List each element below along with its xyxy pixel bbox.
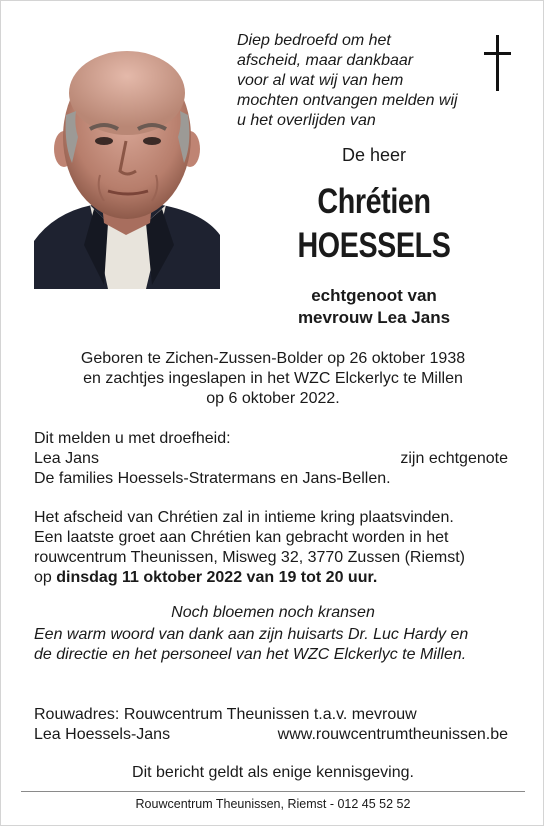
intro-text bbox=[237, 31, 489, 131]
mourner-relation: zijn echtgenote bbox=[400, 450, 508, 467]
mourner-families: De families Hoessels-Stratermans en Jans-Bellen. bbox=[34, 470, 391, 487]
address-line: Rouwadres: Rouwcentrum Theunissen t.a.v. mevrouw bbox=[34, 706, 417, 723]
cross-icon bbox=[480, 35, 516, 91]
spouse-line: mevrouw Lea Jans bbox=[297, 308, 451, 327]
no-flowers-text: Noch bloemen noch kransen bbox=[171, 604, 375, 621]
farewell-block bbox=[34, 508, 508, 588]
farewell-line bbox=[34, 568, 508, 588]
address-row bbox=[34, 725, 508, 745]
intro-line: mochten ontvangen melden wij bbox=[237, 92, 458, 109]
mourners-block bbox=[34, 429, 508, 489]
farewell-prefix: op bbox=[34, 569, 57, 586]
address-block bbox=[34, 705, 508, 745]
thanks-block bbox=[34, 625, 508, 665]
thanks-line: Een warm woord van dank aan zijn huisarts Dr. Luc Hardy en bbox=[34, 626, 469, 643]
portrait-photo bbox=[34, 45, 220, 289]
farewell-line: rouwcentrum Theunissen, Misweg 32, 3770 Zussen (Riemst) bbox=[34, 549, 465, 566]
thanks-line: de directie en het personeel van het WZC Elckerlyc te Millen. bbox=[34, 646, 467, 663]
farewell-date: dinsdag 11 oktober 2022 van 19 tot 20 uur. bbox=[56, 569, 378, 586]
birth-line: en zachtjes ingeslapen in het WZC Elckerlyc te Millen bbox=[83, 370, 463, 387]
footer-text: Rouwcentrum Theunissen, Riemst - 012 45 52 52 bbox=[135, 797, 411, 811]
spouse-line: echtgenoot van bbox=[311, 286, 437, 305]
spouse-text bbox=[237, 285, 511, 329]
first-name: Chrétien bbox=[317, 182, 431, 221]
website-link[interactable]: www.rouwcentrumtheunissen.be bbox=[277, 726, 508, 743]
mourner-row bbox=[34, 449, 508, 469]
mourners-intro: Dit melden u met droefheid: bbox=[34, 430, 231, 447]
address-name: Lea Hoessels-Jans bbox=[34, 726, 171, 743]
intro-line: voor al wat wij van hem bbox=[237, 72, 404, 89]
birth-line: Geboren te Zichen-Zussen-Bolder op 26 oktober 1938 bbox=[80, 350, 466, 367]
divider bbox=[21, 791, 525, 792]
birth-line: op 6 oktober 2022. bbox=[206, 390, 340, 407]
last-name: HOESSELS bbox=[297, 226, 451, 265]
intro-line: Diep bedroefd om het bbox=[237, 32, 391, 49]
farewell-line: Een laatste groet aan Chrétien kan gebracht worden in het bbox=[34, 529, 449, 546]
farewell-line: Het afscheid van Chrétien zal in intieme kring plaatsvinden. bbox=[34, 509, 454, 526]
intro-line: u het overlijden van bbox=[237, 112, 376, 129]
intro-line: afscheid, maar dankbaar bbox=[237, 52, 414, 69]
birth-death-text bbox=[21, 349, 525, 409]
mourner-name: Lea Jans bbox=[34, 450, 99, 467]
notice-text: Dit bericht geldt als enige kennisgeving. bbox=[132, 764, 414, 781]
title-text: De heer bbox=[341, 145, 407, 165]
